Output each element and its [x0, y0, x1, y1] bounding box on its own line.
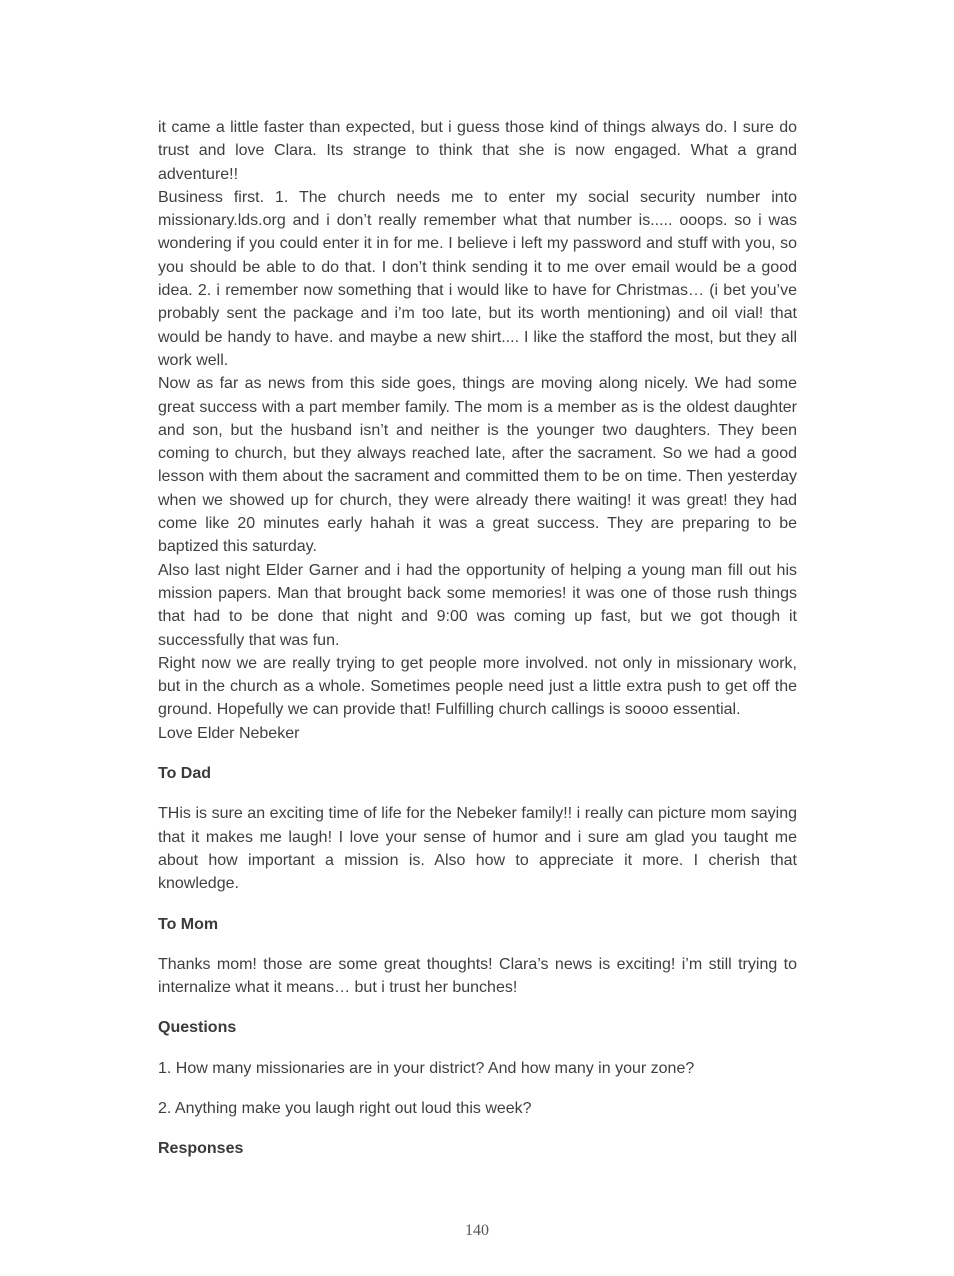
page-body — [158, 116, 797, 1161]
responses-heading: Responses — [158, 1140, 244, 1158]
letter-paragraph-1: it came a little faster than expected, but i guess those kind of things always do. I sure do trust and love Clara. Its strange to think that she is now engaged. What a grand adventure!! — [158, 119, 797, 183]
question-item-1: 1. How many missionaries are in your district? And how many in your zone? — [158, 1059, 695, 1077]
to-mom-text: Thanks mom! those are some great thoughts! Clara’s news is exciting! i’m still trying to internalize what it means… but i trust her bunches! — [158, 955, 797, 997]
letter-paragraph-4: Also last night Elder Garner and i had the opportunity of helping a young man fill out his mission papers. Man that brought back some memories! it was one of those rush things that had to be done that night and 9:00 was coming up fast, but we got though it successfully that was fun. — [158, 561, 797, 649]
question-item-2: 2. Anything make you laugh right out loud this week? — [158, 1099, 532, 1117]
questions-heading: Questions — [158, 1019, 237, 1037]
to-mom-heading: To Mom — [158, 915, 219, 933]
letter-paragraph-3: Now as far as news from this side goes, things are moving along nicely. We had some great success with a part member family. The mom is a member as is the oldest daughter and son, but the husband isn’t and neither is the younger two daughters. They been coming to church, but they always reached late, after the sacrament. So we had a good lesson with them about the sacrament and committed them to be on time. Then yesterday when we showed up for church, they were already there waiting! it was great! they had come like 20 minutes early hahah it was a great success. They are preparing to be baptized this saturday. — [158, 375, 797, 556]
to-dad-text: THis is sure an exciting time of life for the Nebeker family!! i really can picture mom saying that it makes me laugh! I love your sense of humor and i sure am glad you taught me about how important a mission is. Also how to appreciate it more. I cherish that knowledge. — [158, 805, 797, 893]
letter-paragraph-5: Right now we are really trying to get people more involved. not only in missionary work, but in the church as a whole. Sometimes people need just a little extra push to get off the ground. Hopefully we can provide that! Fulfilling church callings is soooo essential. — [158, 654, 797, 719]
page-number: 140 — [465, 1222, 489, 1239]
to-dad-heading: To Dad — [158, 765, 212, 783]
letter-paragraph-2: Business first. 1. The church needs me to enter my social security number into missionary.lds.org and i don’t really remember what that number is..... ooops. so i was wondering if you could enter it in for me. I believe i left my password and stuff with you, so you should be able to do that. I don’t think sending it to me over email would be a good idea. 2. i remember now something that i would like to have for Christmas… (i bet you’ve probably sent the package and i’m too late, but its worth mentioning) and oil vial! that would be handy to have. and maybe a new shirt.... I like the stafford the most, but they all work well. — [158, 188, 797, 369]
letter-signoff: Love Elder Nebeker — [158, 724, 300, 742]
